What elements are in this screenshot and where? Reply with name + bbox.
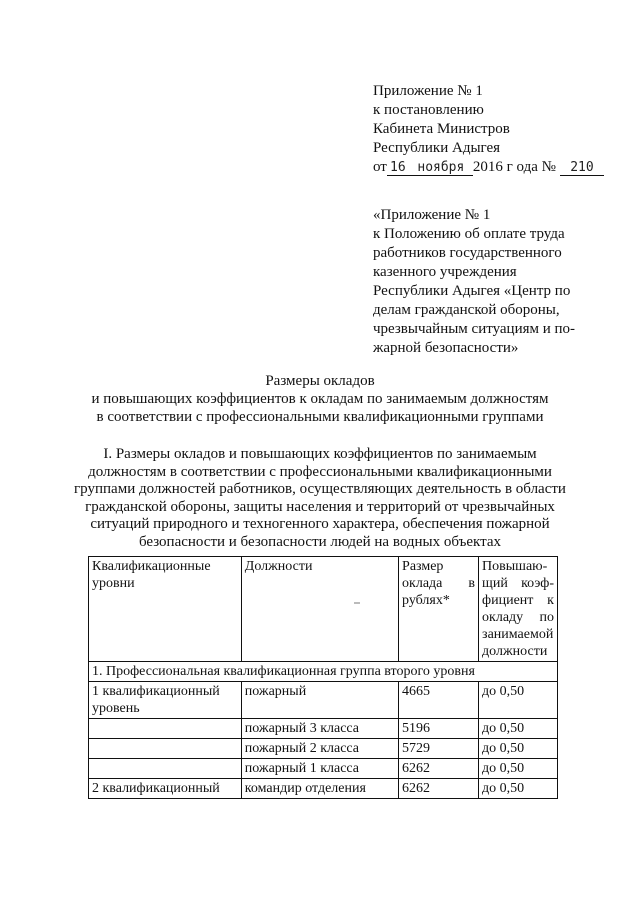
section-line: должностям в соответствии с профессиональными квалификационными: [88, 463, 552, 480]
header-positions: [241, 557, 398, 662]
quote-line: работников государственного: [373, 245, 562, 261]
header-salary: [399, 557, 479, 662]
header-text: щий коэф-: [482, 576, 554, 591]
header-text: фициент к: [482, 593, 554, 608]
appendix-line: Республики Адыгея: [373, 140, 501, 156]
quoted-appendix: [373, 206, 575, 358]
header-text: оклада в: [402, 576, 476, 591]
level-text: уровень: [92, 701, 140, 716]
table-row: [89, 779, 558, 799]
cell-salary: 6262: [399, 759, 479, 779]
cell-coefficient: до 0,50: [479, 739, 558, 759]
quote-line: чрезвычайным ситуациям и по-: [373, 321, 576, 337]
header-text: уровни: [92, 576, 135, 591]
cell-coefficient: до 0,50: [479, 759, 558, 779]
header-text: занимаемой: [482, 627, 554, 642]
header-coefficient: [479, 557, 558, 662]
date-month: ноября: [409, 161, 473, 176]
section-line: безопасности и безопасности людей на водных объектах: [138, 533, 502, 550]
appendix-line: Кабинета Министров: [373, 121, 510, 137]
header-text: Квалификационные: [92, 559, 211, 574]
cell-salary: 5729: [399, 739, 479, 759]
appendix-line: к постановлению: [373, 102, 484, 118]
cell-coefficient: до 0,50: [479, 719, 558, 739]
cell-position: пожарный 1 класса: [241, 759, 398, 779]
table-row: [89, 682, 558, 719]
cell-position: пожарный: [241, 682, 398, 719]
level-text: 2 квалификационный: [92, 781, 220, 796]
quote-line: делам гражданской обороны,: [373, 302, 560, 318]
cell-salary: 6262: [399, 779, 479, 799]
document-number: 210: [560, 161, 604, 176]
cell-level: [89, 739, 242, 759]
date-day: 16: [387, 161, 409, 176]
cell-level: [89, 682, 242, 719]
section-heading: [0, 446, 640, 552]
quote-line: казенного учреждения: [373, 264, 517, 280]
group-title: 1. Профессиональная квалификационная группа второго уровня: [89, 662, 558, 682]
cell-position: пожарный 3 класса: [241, 719, 398, 739]
header-text: Размер: [402, 559, 444, 574]
cell-level: [89, 779, 242, 799]
title-line: Размеры окладов: [265, 373, 375, 389]
cell-position: пожарный 2 класса: [241, 739, 398, 759]
section-line: группами должностей работников, осуществляющих деятельность в области: [74, 481, 566, 498]
quote-line: «Приложение № 1: [373, 207, 491, 223]
section-line: ситуаций природного и техногенного характера, обеспечения пожарной: [90, 516, 550, 533]
quote-line: Республики Адыгея «Центр по: [373, 283, 571, 299]
cell-coefficient: до 0,50: [479, 682, 558, 719]
quote-line: жарной безопасности»: [373, 340, 519, 356]
table-row: [89, 739, 558, 759]
appendix-date-line: [373, 158, 604, 177]
header-text: должности: [482, 644, 548, 659]
document-title: [0, 372, 640, 426]
header-text: Повышаю-: [482, 559, 548, 574]
cell-salary: 5196: [399, 719, 479, 739]
header-text: Должности: [244, 559, 313, 574]
quote-line: к Положению об оплате труда: [373, 226, 565, 242]
appendix-title: Приложение № 1: [373, 83, 483, 99]
header-levels: [89, 557, 242, 662]
scan-mark: [354, 602, 360, 604]
cell-salary: 4665: [399, 682, 479, 719]
section-line: I. Размеры окладов и повышающих коэффициентов по занимаемым: [103, 446, 537, 462]
cell-level: [89, 759, 242, 779]
table-group-row: [89, 662, 558, 682]
date-year: 2016 г ода №: [472, 159, 556, 175]
level-text: 1 квалификационный: [92, 684, 220, 699]
header-text: окладу по: [482, 610, 554, 625]
title-line: и повышающих коэффициентов к окладам по занимаемым должностям: [91, 391, 549, 407]
appendix-header: [373, 82, 604, 177]
table-row: [89, 719, 558, 739]
table-row: [89, 759, 558, 779]
section-line: гражданской обороны, защиты населения и территорий от чрезвычайных: [85, 498, 555, 515]
header-text: рублях*: [402, 593, 450, 608]
title-line: в соответствии с профессиональными квалификационными группами: [96, 409, 544, 425]
date-prefix: от: [373, 159, 387, 175]
cell-position: командир отделения: [241, 779, 398, 799]
table-header-row: [89, 557, 558, 662]
salary-table: [88, 556, 558, 799]
cell-coefficient: до 0,50: [479, 779, 558, 799]
cell-level: [89, 719, 242, 739]
